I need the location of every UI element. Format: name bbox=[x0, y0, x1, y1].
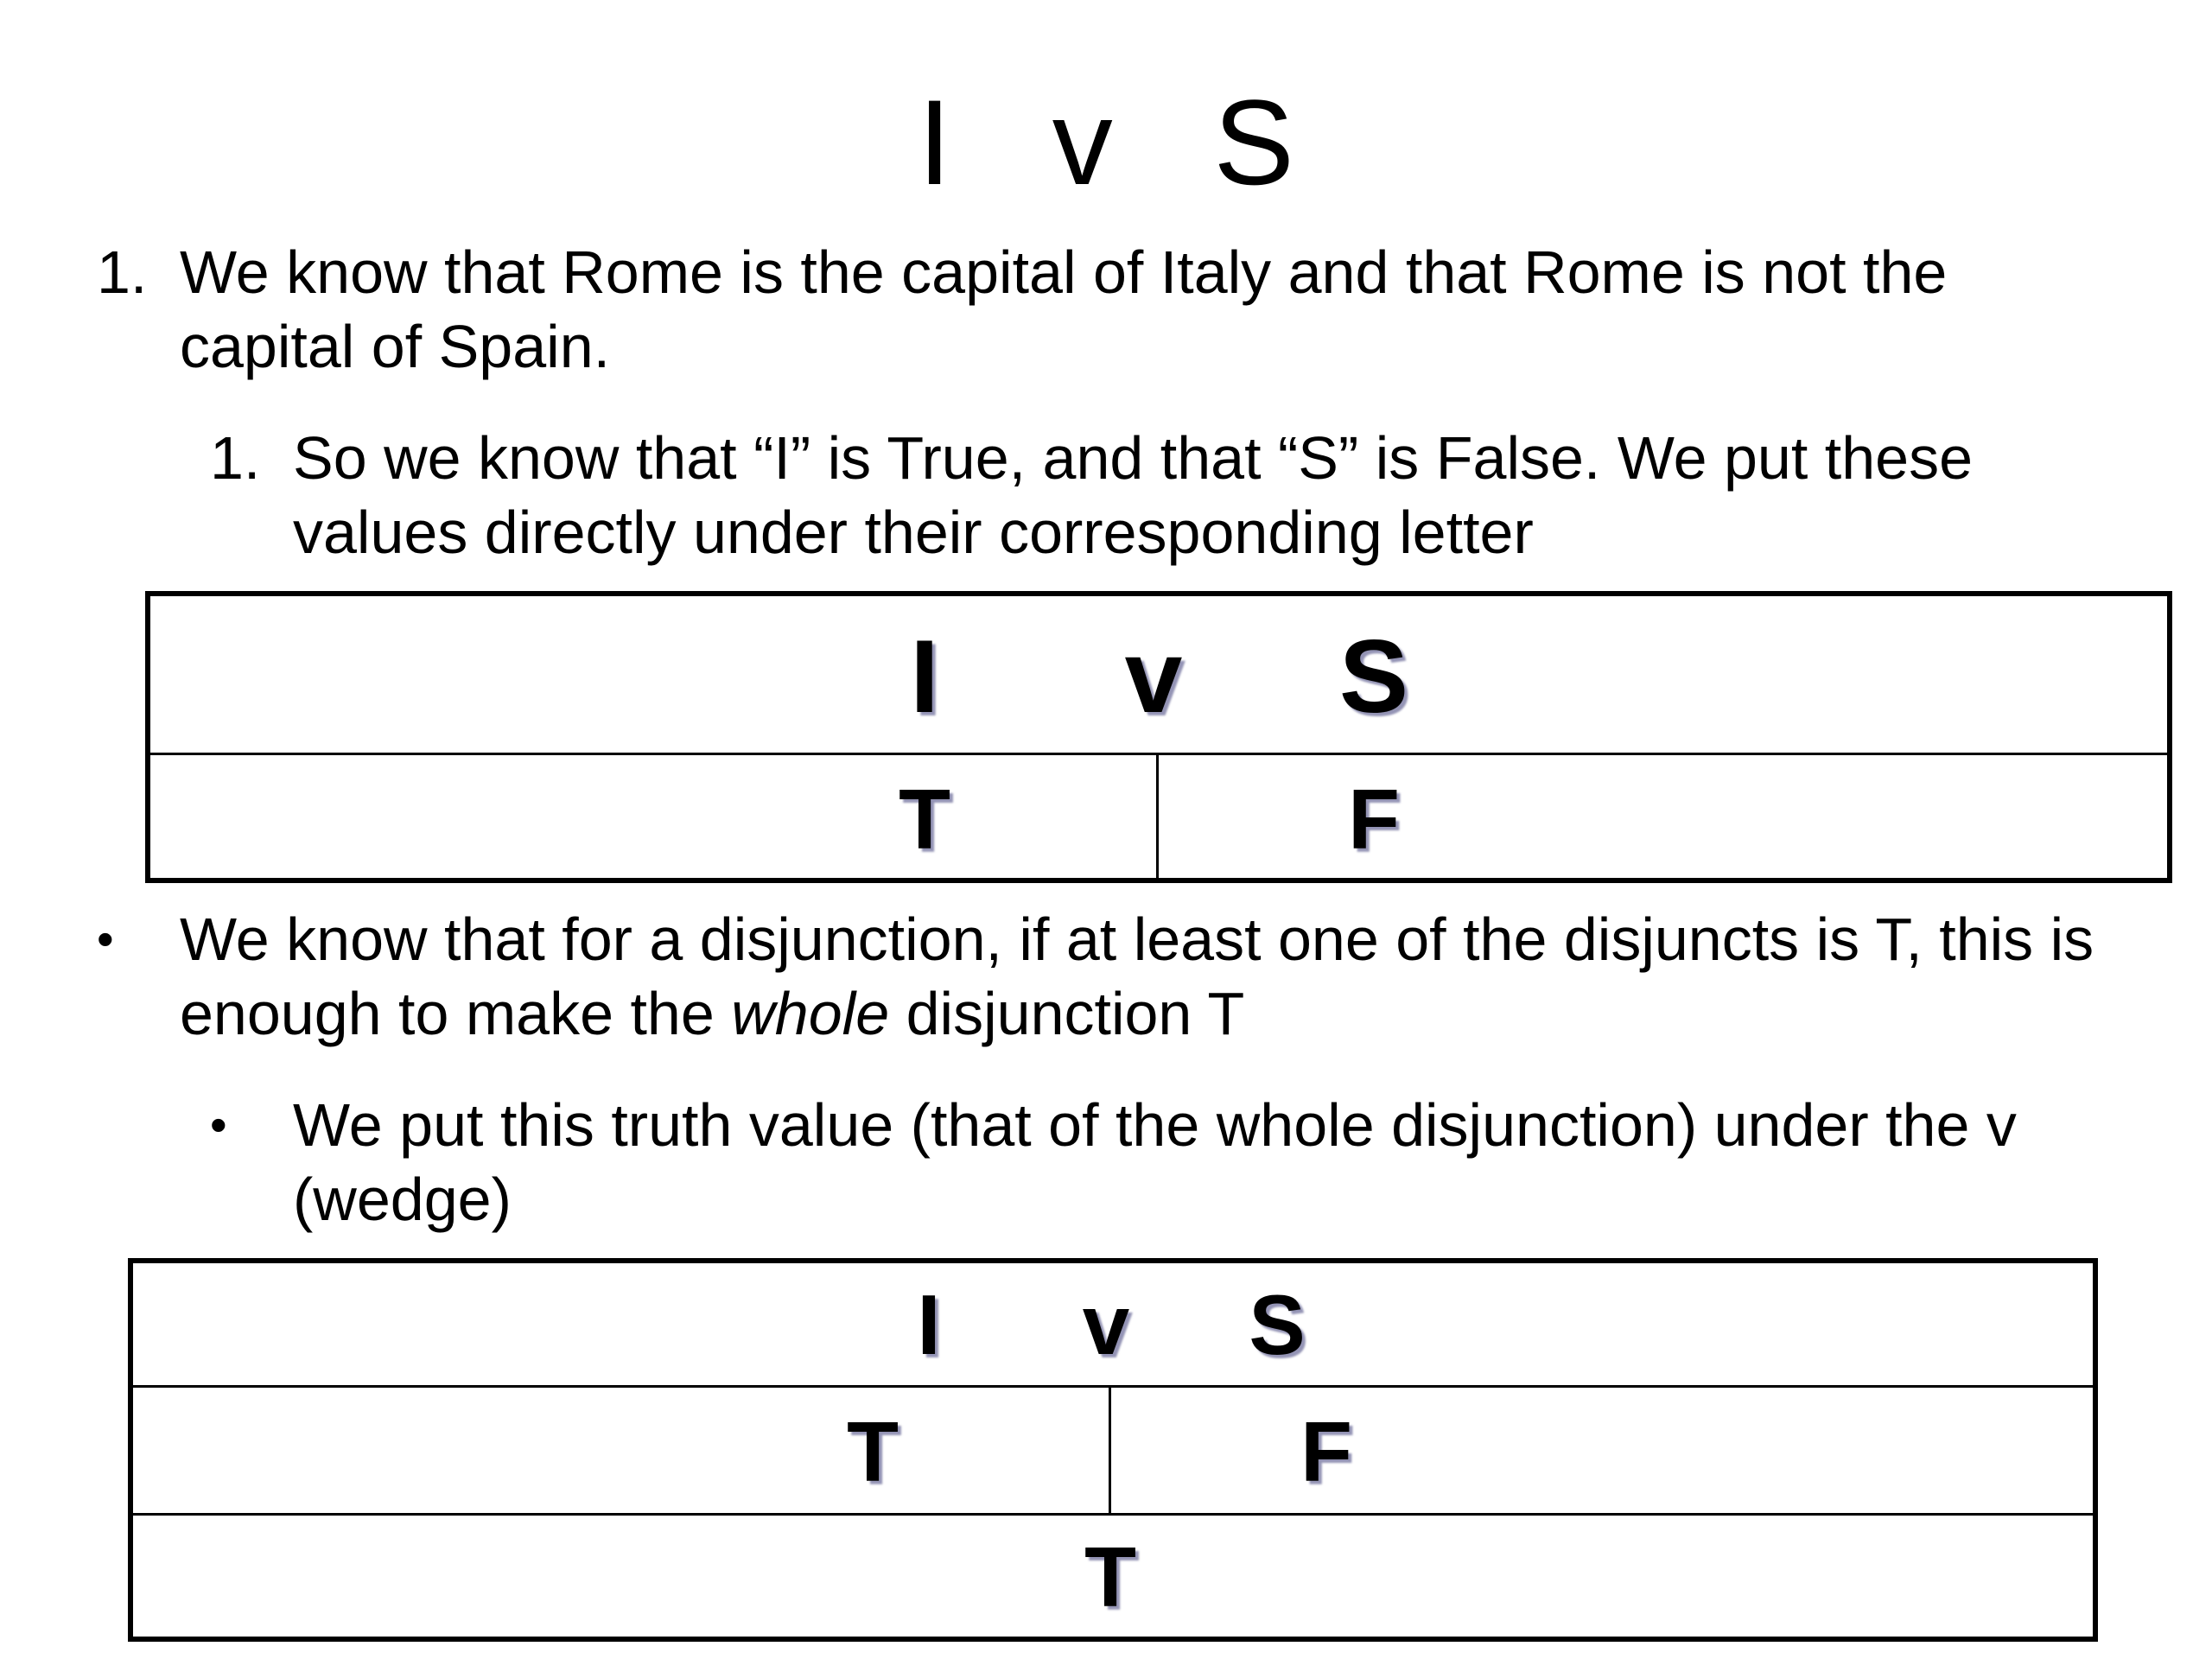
title-wedge: v bbox=[1052, 74, 1113, 210]
table1-header-i: I bbox=[910, 619, 939, 734]
item1-line2: capital of Spain. bbox=[180, 313, 611, 380]
title-letter-s: S bbox=[1213, 74, 1294, 210]
item1-1-line2: values directly under their corresponding letter bbox=[293, 499, 1534, 566]
table2-row-divider-1 bbox=[130, 1385, 2094, 1388]
table2-row-divider-2 bbox=[130, 1513, 2094, 1516]
bullet1-marker: • bbox=[97, 912, 114, 966]
slide-title bbox=[0, 74, 2212, 210]
title-letter-i: I bbox=[918, 74, 952, 210]
table2-value-s: F bbox=[1300, 1404, 1352, 1499]
table1-header-s: S bbox=[1338, 619, 1409, 734]
table2-header-i: I bbox=[917, 1277, 941, 1372]
table1-column-divider bbox=[1156, 753, 1159, 880]
table2-header-wedge: v bbox=[1082, 1277, 1130, 1372]
item1-1-marker: 1. bbox=[210, 424, 261, 492]
bullet1-line1: We know that for a disjunction, if at least one of the disjuncts is T, this is bbox=[180, 906, 2094, 973]
table2-value-i: T bbox=[847, 1404, 899, 1499]
item1-1-line1: So we know that “I” is True, and that “S” is False. We put these bbox=[293, 424, 1974, 492]
bullet1-1-marker: • bbox=[210, 1097, 227, 1152]
table1-header-wedge: v bbox=[1124, 619, 1183, 734]
table1-value-i: T bbox=[899, 772, 950, 867]
table2-result-value: T bbox=[1084, 1529, 1136, 1624]
bullet1-line2-pre: enough to make the bbox=[180, 980, 732, 1047]
bullet1-line2 bbox=[180, 976, 1244, 1051]
bullet1-line2-post: disjunction T bbox=[889, 980, 1245, 1047]
bullet1-1-line2: (wedge) bbox=[293, 1166, 512, 1233]
table2-header-s: S bbox=[1249, 1277, 1306, 1372]
item1-marker: 1. bbox=[97, 238, 148, 306]
bullet1-1-line1: We put this truth value (that of the whole disjunction) under the v bbox=[293, 1091, 2017, 1159]
bullet1-line2-emphasis: whole bbox=[731, 980, 890, 1047]
table1-value-s: F bbox=[1348, 772, 1400, 867]
item1-line1: We know that Rome is the capital of Italy and that Rome is not the bbox=[180, 238, 1948, 306]
table2-column-divider bbox=[1109, 1386, 1111, 1514]
